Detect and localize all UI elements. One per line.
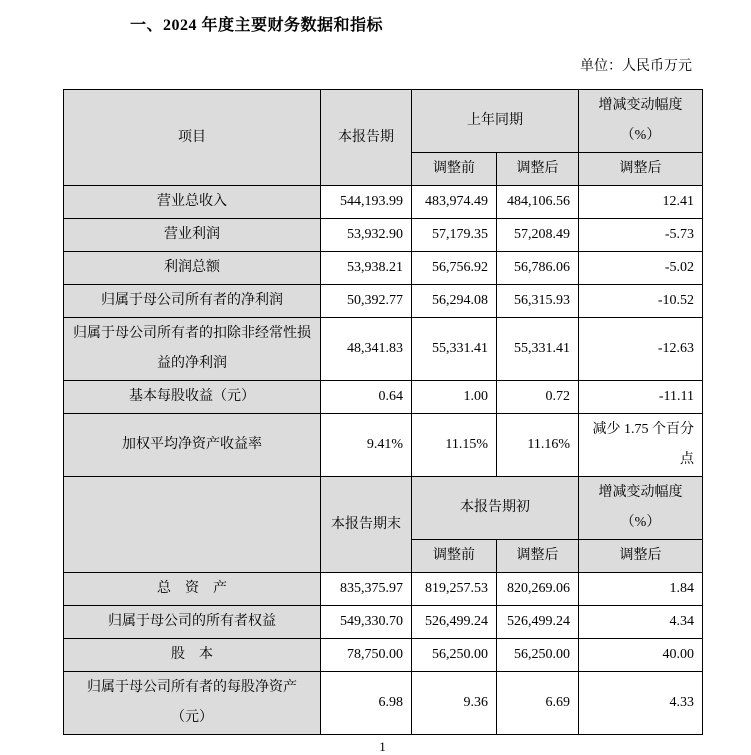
value-current: 9.41%: [321, 414, 412, 477]
row-label: 营业利润: [64, 219, 321, 252]
value-after: 526,499.24: [497, 606, 579, 639]
table-row: [64, 318, 703, 381]
row-label: 归属于母公司的所有者权益: [64, 606, 321, 639]
header-period-begin-group: 本报告期初: [412, 477, 579, 540]
value-change: -11.11: [579, 381, 703, 414]
value-after: 11.16%: [497, 414, 579, 477]
value-current: 53,932.90: [321, 219, 412, 252]
row-label: 股 本: [64, 639, 321, 672]
value-before: 819,257.53: [412, 573, 497, 606]
header-row-top: [64, 90, 703, 153]
value-before: 526,499.24: [412, 606, 497, 639]
value-current: 835,375.97: [321, 573, 412, 606]
value-current: 50,392.77: [321, 285, 412, 318]
value-before: 55,331.41: [412, 318, 497, 381]
value-current: 78,750.00: [321, 639, 412, 672]
table-row: [64, 639, 703, 672]
section2-header: [64, 477, 703, 573]
row-label: 基本每股收益（元）: [64, 381, 321, 414]
value-before: 483,974.49: [412, 186, 497, 219]
header-change-after-adjust: 调整后: [579, 153, 703, 186]
row-label: 总 资 产: [64, 573, 321, 606]
value-after: 56,786.06: [497, 252, 579, 285]
value-change: -12.63: [579, 318, 703, 381]
table-row: [64, 285, 703, 318]
table-row: [64, 573, 703, 606]
value-after: 0.72: [497, 381, 579, 414]
table-row: [64, 252, 703, 285]
header-prior-period-group: 上年同期: [412, 90, 579, 153]
header-after-adjust: 调整后: [497, 540, 579, 573]
page-title: 一、2024 年度主要财务数据和指标: [130, 17, 384, 34]
value-change: 4.33: [579, 672, 703, 735]
value-after: 55,331.41: [497, 318, 579, 381]
value-change: 40.00: [579, 639, 703, 672]
page-number: 1: [379, 739, 386, 754]
value-current: 549,330.70: [321, 606, 412, 639]
value-after: 56,250.00: [497, 639, 579, 672]
value-change: 12.41: [579, 186, 703, 219]
header-item: 项目: [64, 90, 321, 186]
header-change-group: 增减变动幅度（%）: [579, 90, 703, 153]
header-before-adjust: 调整前: [412, 540, 497, 573]
header-after-adjust: 调整后: [497, 153, 579, 186]
document-page: [0, 12, 751, 754]
value-change: -5.02: [579, 252, 703, 285]
header-change-after-adjust: 调整后: [579, 540, 703, 573]
value-after: 484,106.56: [497, 186, 579, 219]
value-change: 减少 1.75 个百分点: [579, 414, 703, 477]
value-current: 6.98: [321, 672, 412, 735]
header-row-top: [64, 477, 703, 540]
financial-data-table: [63, 89, 703, 735]
header-before-adjust: 调整前: [412, 153, 497, 186]
section2-body: [64, 573, 703, 735]
header-current-period: 本报告期: [321, 90, 412, 186]
value-current: 544,193.99: [321, 186, 412, 219]
value-change: 4.34: [579, 606, 703, 639]
value-change: -5.73: [579, 219, 703, 252]
value-after: 820,269.06: [497, 573, 579, 606]
section1-header: [64, 90, 703, 186]
value-before: 56,756.92: [412, 252, 497, 285]
table-row: [64, 186, 703, 219]
value-after: 6.69: [497, 672, 579, 735]
header-change-group: 增减变动幅度（%）: [579, 477, 703, 540]
section1-body: [64, 186, 703, 477]
table-row: [64, 672, 703, 735]
value-before: 11.15%: [412, 414, 497, 477]
table-row: [64, 414, 703, 477]
row-label: 归属于母公司所有者的扣除非经常性损益的净利润: [64, 318, 321, 381]
table-row: [64, 219, 703, 252]
value-after: 56,315.93: [497, 285, 579, 318]
unit-label: 单位：人民币万元: [580, 59, 692, 74]
value-before: 56,294.08: [412, 285, 497, 318]
row-label: 归属于母公司所有者的净利润: [64, 285, 321, 318]
value-current: 0.64: [321, 381, 412, 414]
row-label: 营业总收入: [64, 186, 321, 219]
table-row: [64, 606, 703, 639]
value-before: 57,179.35: [412, 219, 497, 252]
table-row: [64, 381, 703, 414]
header-item-empty: [64, 477, 321, 573]
value-after: 57,208.49: [497, 219, 579, 252]
value-before: 9.36: [412, 672, 497, 735]
header-period-end: 本报告期末: [321, 477, 412, 573]
row-label: 加权平均净资产收益率: [64, 414, 321, 477]
value-current: 48,341.83: [321, 318, 412, 381]
value-before: 1.00: [412, 381, 497, 414]
value-before: 56,250.00: [412, 639, 497, 672]
value-change: 1.84: [579, 573, 703, 606]
row-label: 利润总额: [64, 252, 321, 285]
row-label: 归属于母公司所有者的每股净资产（元）: [64, 672, 321, 735]
value-change: -10.52: [579, 285, 703, 318]
value-current: 53,938.21: [321, 252, 412, 285]
